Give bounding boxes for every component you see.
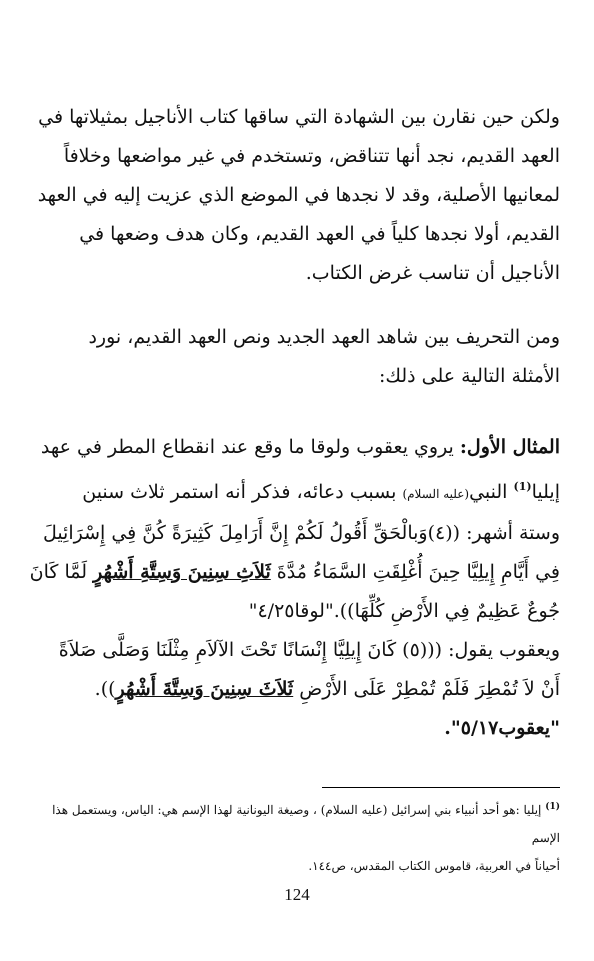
example-label: المثال الأول: bbox=[459, 436, 560, 458]
text-line: العهد القديم، نجد أنها تتناقض، وتستخدم في غير مواضعها وخلافاً bbox=[63, 145, 560, 167]
example-text: بسبب دعائه، فذكر أنه استمر ثلاث سنين bbox=[82, 481, 403, 503]
quote-line bbox=[29, 553, 560, 592]
example-text: النبي bbox=[469, 481, 514, 503]
text-line: الأناجيل أن تناسب غرض الكتاب. bbox=[305, 262, 560, 284]
text-line: الأمثلة التالية على ذلك: bbox=[378, 365, 560, 387]
underlined-phrase: ثَلاَثِ سِنِينَ وَسِتَّةِ أَشْهُرٍ bbox=[93, 561, 271, 583]
text-line: ومن التحريف بين شاهد العهد الجديد ونص العهد القديم، نورد bbox=[88, 326, 560, 348]
example-one bbox=[29, 428, 560, 748]
quote-line: جُوعٌ عَظِيمٌ فِي الأَرْضِ كُلِّهَا))."لوقا٤/٢٥" bbox=[248, 600, 560, 622]
quote-text: أَنْ لاَ تُمْطِرَ فَلَمْ تُمْطِرْ عَلَى الأَرْضِ bbox=[293, 678, 560, 700]
footnote-marker: (1) bbox=[545, 802, 560, 812]
example-line bbox=[34, 428, 560, 467]
footnote-line: أحياناً في العربية، قاموس الكتاب المقدس، ص١٤٤. bbox=[308, 859, 560, 873]
footnote-line bbox=[34, 793, 560, 852]
footnote bbox=[34, 793, 560, 880]
text-line: القديم، أولا نجدها كلياً في العهد القديم، وكان هدف وضعها في bbox=[79, 223, 560, 245]
text-line: ولكن حين نقارن بين الشهادة التي ساقها كتاب الأناجيل بمثيلاتها في bbox=[38, 106, 560, 128]
scripture-reference: "يعقوب٥/١٧". bbox=[444, 717, 560, 739]
quote-line: ويعقوب يقول: (((٥) كَانَ إِيلِيَّا إِنْسَانًا تَحْتَ الآلاَمِ مِثْلَنَا وَصَلَّى صَلاَةً bbox=[58, 639, 560, 661]
paragraph-examples-intro bbox=[34, 318, 560, 396]
footnote-separator bbox=[322, 787, 560, 788]
elijah-name: إيليا bbox=[531, 481, 560, 503]
quote-line bbox=[34, 670, 560, 709]
quote-text: لَمَّا كَانَ bbox=[29, 561, 94, 583]
paragraph-comparison bbox=[34, 98, 560, 293]
honorific: (عليه السلام) bbox=[402, 487, 470, 501]
example-line bbox=[34, 467, 560, 514]
underlined-phrase: ثَلاَثَ سِنِينَ وَسِتَّةَ أَشْهُرٍ bbox=[115, 678, 294, 700]
quote-text: )). bbox=[94, 678, 116, 700]
footnote-text: إيليا :هو أحد أنبياء بني إسرائيل (عليه السلام) ، وصيغة اليونانية لهذا الإسم هي: الياس، ويستعمل هذا الإسم bbox=[52, 803, 560, 845]
text-line: لمعانيها الأصلية، وقد لا نجدها في الموضع الذي عزيت إليه في العهد bbox=[37, 184, 560, 206]
quote-text: فِي أَيَّامِ إِيلِيَّا حِينَ أُغْلِقَتِ السَّمَاءُ مُدَّةَ bbox=[270, 561, 560, 583]
page-number: 124 bbox=[284, 885, 310, 904]
example-text: يروي يعقوب ولوقا ما وقع عند انقطاع المطر في عهد bbox=[40, 436, 460, 458]
quote-line: وستة أشهر: ((٤)وَبالْحَقِّ أَقُولُ لَكُمْ إِنَّ أَرَامِلَ كَثِيرَةً كُنَّ فِي إِسْرَائِيلَ bbox=[42, 522, 560, 544]
footnote-reference: (1) bbox=[513, 480, 532, 493]
